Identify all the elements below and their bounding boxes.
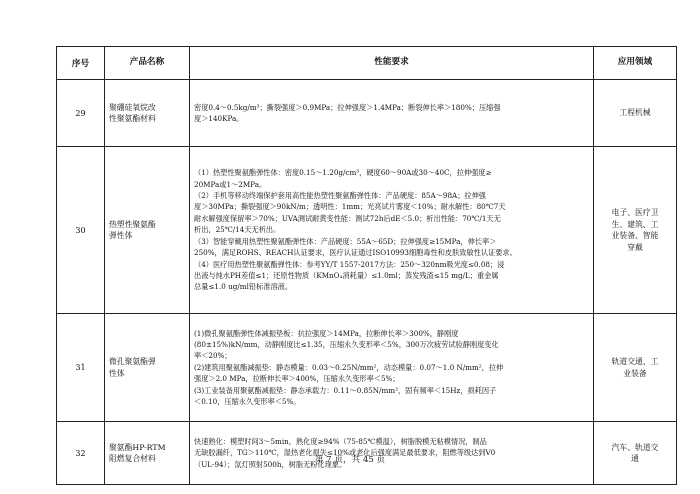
page-footer: 第 7 页，共 45 页 (314, 455, 386, 465)
requirement-line: (2)建筑用聚氨酯减振垫：静态模量：0.03～0.25N/mm²，动态模量：0.07～1.0 N/mm²，拉伸 (194, 362, 504, 372)
application-line: 工程机械 (619, 108, 651, 118)
requirement-line: （1）热塑性聚氨酯弹性体：密度0.15～1.20g/cm³，硬度60～90A或30～40C，拉伸强度≥ (194, 168, 492, 178)
product-name-line: 聚硼硅氧烷改 (109, 102, 156, 112)
application-line: 业装备 (623, 368, 647, 378)
row-product-name (105, 314, 190, 422)
row-requirements (190, 80, 594, 147)
requirement-line: 总量≤1.0 ug/ml铅标准溶液。 (194, 282, 293, 292)
header-index: 序号 (57, 47, 105, 80)
requirement-line: 度＞140KPa。 (194, 114, 244, 123)
product-spec-table (56, 46, 677, 485)
product-name-line: 阻燃复合材料 (109, 454, 156, 463)
table-row (57, 314, 677, 422)
requirement-line: 度＞30MPa；撕裂强度＞90kN/m；透明性：1mm；光亮试片雾度＜10%；耐水解性：80℃7天 (194, 202, 506, 212)
requirement-line: （3）智能穿戴用热塑性聚氨酯弹性体：产品硬度：55A～65D；拉伸强度≥15MPa，伸长率＞ (194, 236, 497, 246)
requirement-line: 快速熟化：模塑时间3～5min，熟化度≥94%（75-85℃模温），树脂脱模无粘模情况，制品 (194, 436, 487, 446)
requirement-line: 250%，满足ROHS、REACH认证要求，医疗认证通过ISO10993细胞毒性和皮肤致敏性认证要求。 (194, 248, 517, 258)
row-index: 30 (57, 147, 105, 314)
requirement-line: 出液与纯水PH差值≤1；还原性物质（KMnO₄消耗量）≤1.0ml；蒸发残渣≤15 mg/L；重金属 (194, 270, 499, 280)
row-application-field (594, 314, 677, 422)
product-name-line: 热塑性聚氨酯 (109, 219, 156, 229)
application-line: 通 (631, 454, 639, 463)
row-application-field (594, 80, 677, 147)
requirement-line: 耐水解强度保留率＞70%；UVA测试耐黄变性能：测试72h后dE＜5.0；析出性能：70℃/1天无 (194, 213, 501, 223)
requirement-line: ＜0.10，压缩永久变形率＜5%。 (194, 397, 301, 407)
requirement-line: 析出，25℃/14天无析出。 (194, 225, 281, 235)
product-name-line: 性聚氨酯材料 (109, 114, 156, 123)
application-line: 轨道交通、工 (611, 357, 659, 366)
product-name-line: 微孔聚氨酯弹 (109, 357, 156, 366)
row-requirements (190, 147, 594, 314)
application-line: 电子、医疗卫 (611, 208, 659, 217)
requirement-line: (3)工业装备用聚氨酯减振垫：静态承载力：0.11～0.85N/mm²，固有频率＜15Hz，损耗因子 (194, 385, 497, 395)
requirement-line: （2）手机等移动终端保护套用高性能热塑性聚氨酯弹性体：产品硬度：85A～98A；拉伸强 (194, 191, 486, 201)
product-name-line: 聚氨酯HP-RTM (109, 442, 166, 452)
application-line: 生、建筑、工 (611, 219, 659, 229)
requirement-line: 率＜20%； (194, 351, 232, 361)
row-product-name (105, 147, 190, 314)
requirement-line: 强度＞2.0 MPa，拉断伸长率＞400%，压缩永久变形率＜5%； (194, 374, 400, 384)
row-product-name (105, 80, 190, 147)
row-index: 31 (57, 314, 105, 422)
product-name-line: 弹性体 (109, 231, 133, 240)
row-index: 32 (57, 422, 105, 485)
application-line: 汽车、轨道交 (611, 442, 659, 452)
header-performance-requirements: 性能要求 (190, 47, 594, 80)
requirement-line: 无缺胶漏纤，TG＞110℃，湿热老化损失≤10%或老化后强度满足最低要求，阻燃等级达到V0 (194, 448, 496, 458)
requirement-line: （UL-94）；氙灯照射500h，树脂无粉化现象。 (194, 459, 347, 469)
row-requirements (190, 314, 594, 422)
requirement-line: 20MPa或1～2MPa。 (194, 179, 267, 189)
header-application-field: 应用领域 (594, 47, 677, 80)
requirement-line: (80±15%)kN/mm，动静刚度比≤1.35，压缩永久变形率＜5%，300万次疲劳试验静刚度变化 (194, 339, 499, 349)
requirement-line: （4）医疗用热塑性聚氨酯弹性体：参考YY/T 1557-2017方法：250～320nm吸光度≤0.08；浸 (194, 259, 505, 269)
requirement-line: (1)微孔聚氨酯弹性体减振垫板：抗拉强度＞14MPa，拉断伸长率＞300%，静刚度 (194, 328, 459, 338)
table-row (57, 147, 677, 314)
header-product-name: 产品名称 (105, 47, 190, 80)
application-line: 业装备、智能 (611, 231, 659, 240)
application-line: 穿戴 (627, 242, 643, 252)
row-index: 29 (57, 80, 105, 147)
requirement-line: 密度0.4～0.5kg/m³；撕裂强度＞0.9MPa；拉伸强度＞1.4MPa；断裂伸长率＞180%；压缩强 (194, 102, 501, 112)
table-row (57, 80, 677, 147)
table-header-row (57, 47, 677, 80)
row-application-field (594, 147, 677, 314)
product-name-line: 性体 (109, 368, 125, 378)
